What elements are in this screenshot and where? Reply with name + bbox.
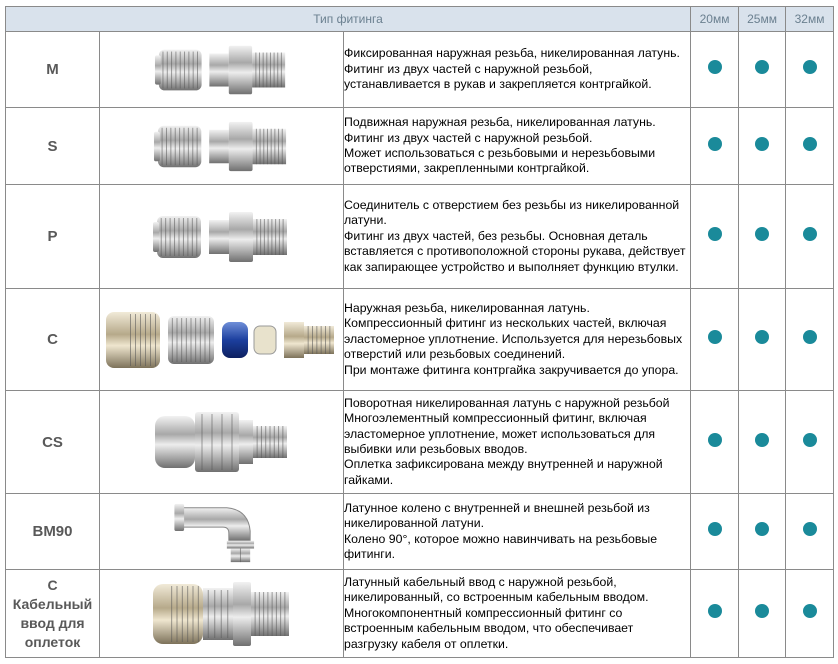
- fitting-image: [100, 391, 344, 494]
- availability-dot-icon: [755, 60, 769, 74]
- fitting-code: M: [6, 32, 100, 108]
- availability-dot-icon: [803, 330, 817, 344]
- fitting-two-part-icon: [100, 112, 343, 181]
- availability-dot-icon: [755, 433, 769, 447]
- size-availability-cell: [739, 185, 786, 289]
- fitting-description: Подвижная наружная резьба, никелированная латунь. Фитинг из двух частей с наружной резьбой. Может использоваться с резьбовыми и нерезьбовыми отверстиями, закрепленными контргайкой.: [344, 108, 691, 185]
- size-availability-cell: [739, 289, 786, 391]
- fitting-two-part-icon: [100, 36, 343, 104]
- size-availability-cell: [691, 32, 739, 108]
- size-availability-cell: [786, 32, 834, 108]
- availability-dot-icon: [803, 522, 817, 536]
- header-row: [6, 7, 834, 32]
- availability-dot-icon: [708, 227, 722, 241]
- availability-dot-icon: [755, 227, 769, 241]
- fitting-cable-gland-icon: [100, 574, 343, 654]
- fitting-image: [100, 494, 344, 570]
- availability-dot-icon: [708, 137, 722, 151]
- table-row: [6, 494, 834, 570]
- availability-dot-icon: [803, 137, 817, 151]
- availability-dot-icon: [708, 60, 722, 74]
- fitting-code: BM90: [6, 494, 100, 570]
- size-availability-cell: [691, 391, 739, 494]
- table-row: [6, 185, 834, 289]
- fitting-description: Поворотная никелированная латунь с наружной резьбой Многоэлементный компрессионный фитинг, включая эластомерное уплотнение, может использоваться для выбивки или резьбовых вводов. Оплетка зафиксирована между внутренней и наружной гайками.: [344, 391, 691, 494]
- availability-dot-icon: [803, 604, 817, 618]
- size-availability-cell: [786, 108, 834, 185]
- fitting-image: [100, 108, 344, 185]
- size-availability-cell: [786, 289, 834, 391]
- fitting-code: S: [6, 108, 100, 185]
- fitting-elbow-icon: [100, 498, 343, 566]
- fitting-two-part-icon: [100, 197, 343, 277]
- fitting-table: [5, 6, 834, 658]
- size-availability-cell: [739, 32, 786, 108]
- size-availability-cell: [739, 494, 786, 570]
- size-availability-cell: [786, 494, 834, 570]
- fitting-image: [100, 32, 344, 108]
- fitting-image: [100, 570, 344, 658]
- availability-dot-icon: [708, 330, 722, 344]
- size-availability-cell: [739, 391, 786, 494]
- size-availability-cell: [739, 570, 786, 658]
- table-row: [6, 32, 834, 108]
- size-availability-cell: [691, 494, 739, 570]
- availability-dot-icon: [708, 604, 722, 618]
- size-availability-cell: [691, 185, 739, 289]
- fitting-description: Латунный кабельный ввод с наружной резьбой, никелированный, со встроенным кабельным вводом. Многокомпонентный компрессионный фитинг со встроенным кабельным вводом, что обеспечивает разгрузку кабеля от оплетки.: [344, 570, 691, 658]
- availability-dot-icon: [803, 227, 817, 241]
- availability-dot-icon: [708, 433, 722, 447]
- size-availability-cell: [786, 185, 834, 289]
- fitting-description: Соединитель с отверстием без резьбы из никелированной латуни. Фитинг из двух частей, без резьбы. Основная деталь вставляется с противоположной стороны рукава, действует как запирающее устройство и выполняет функцию втулки.: [344, 185, 691, 289]
- fitting-code: P: [6, 185, 100, 289]
- size-availability-cell: [786, 391, 834, 494]
- header-size-32: 32мм: [786, 7, 834, 32]
- table-row: [6, 391, 834, 494]
- size-availability-cell: [739, 108, 786, 185]
- availability-dot-icon: [803, 60, 817, 74]
- fitting-code: C: [6, 289, 100, 391]
- table-row: [6, 108, 834, 185]
- fitting-image: [100, 289, 344, 391]
- availability-dot-icon: [755, 137, 769, 151]
- header-type: Тип фитинга: [6, 7, 691, 32]
- fitting-description: Наружная резьба, никелированная латунь. Компрессионный фитинг из нескольких частей, включая эластомерное уплотнение. Используется для нерезьбовых отверстий или резьбовых соединений. При монтаже фитинга контргайка закручивается до упора.: [344, 289, 691, 391]
- availability-dot-icon: [755, 604, 769, 618]
- size-availability-cell: [691, 570, 739, 658]
- availability-dot-icon: [755, 522, 769, 536]
- fitting-code: CS: [6, 391, 100, 494]
- size-availability-cell: [691, 289, 739, 391]
- availability-dot-icon: [708, 522, 722, 536]
- header-size-25: 25мм: [739, 7, 786, 32]
- fitting-multi-part-icon: [100, 300, 343, 380]
- header-size-20: 20мм: [691, 7, 739, 32]
- fitting-description: Фиксированная наружная резьба, никелированная латунь. Фитинг из двух частей с наружной резьбой, устанавливается в рукав и закрепляется контргайкой.: [344, 32, 691, 108]
- availability-dot-icon: [803, 433, 817, 447]
- availability-dot-icon: [755, 330, 769, 344]
- fitting-compression-icon: [100, 402, 343, 482]
- size-availability-cell: [691, 108, 739, 185]
- fitting-description: Латунное колено с внутренней и внешней резьбой из никелированной латуни. Колено 90°, которое можно навинчивать на резьбовые фитинги.: [344, 494, 691, 570]
- table-row: [6, 289, 834, 391]
- size-availability-cell: [786, 570, 834, 658]
- table-row: [6, 570, 834, 658]
- fitting-code: C Кабельный ввод для оплеток: [6, 570, 100, 658]
- fitting-image: [100, 185, 344, 289]
